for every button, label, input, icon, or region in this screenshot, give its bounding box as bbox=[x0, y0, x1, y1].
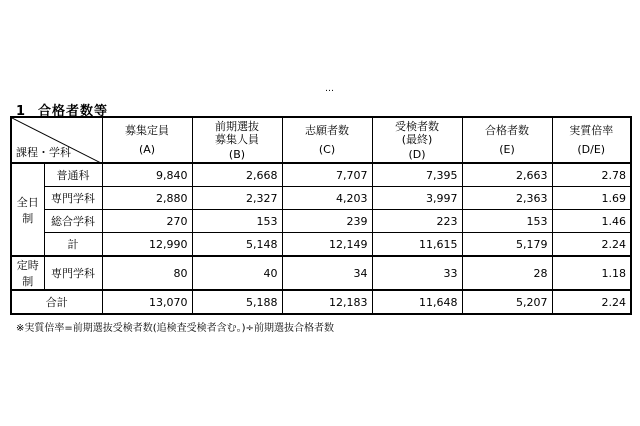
section-title: 合格者数等 bbox=[38, 104, 109, 119]
table-row bbox=[11, 210, 631, 233]
cell: 33 bbox=[372, 256, 462, 290]
total-label: 合計 bbox=[11, 290, 102, 314]
cell: 34 bbox=[282, 256, 372, 290]
page-mark: … bbox=[325, 84, 334, 94]
cell: 223 bbox=[372, 210, 462, 233]
table-row bbox=[11, 187, 631, 210]
row-label: 専門学科 bbox=[44, 256, 102, 290]
row-label: 計 bbox=[44, 233, 102, 257]
footnote: ※実質倍率=前期選抜受検者数(追検査受検者含む。)÷前期選抜合格者数 bbox=[16, 323, 334, 334]
header-row bbox=[11, 117, 631, 163]
cell: 5,207 bbox=[462, 290, 552, 314]
cell: 2.78 bbox=[552, 163, 631, 187]
group-label-full-time: 全日制 bbox=[11, 163, 44, 256]
cell: 7,707 bbox=[282, 163, 372, 187]
cell: 28 bbox=[462, 256, 552, 290]
admissions-table bbox=[10, 116, 632, 315]
cell: 2.24 bbox=[552, 233, 631, 257]
cell: 80 bbox=[102, 256, 192, 290]
row-label: 総合学科 bbox=[44, 210, 102, 233]
row-label: 普通科 bbox=[44, 163, 102, 187]
cell: 2,668 bbox=[192, 163, 282, 187]
cell: 12,149 bbox=[282, 233, 372, 257]
col-header-d: 受検者数 (最終) (D) bbox=[372, 117, 462, 163]
corner-cell bbox=[11, 117, 102, 163]
section-number: 1 bbox=[16, 104, 27, 119]
corner-label: 課程・学科 bbox=[16, 146, 71, 159]
col-header-ratio: 実質倍率 (D/E) bbox=[552, 117, 631, 163]
cell: 12,183 bbox=[282, 290, 372, 314]
total-row bbox=[11, 290, 631, 314]
cell: 13,070 bbox=[102, 290, 192, 314]
cell: 3,997 bbox=[372, 187, 462, 210]
cell: 2,327 bbox=[192, 187, 282, 210]
table-row bbox=[11, 163, 631, 187]
cell: 2.24 bbox=[552, 290, 631, 314]
subtotal-row bbox=[11, 233, 631, 257]
cell: 40 bbox=[192, 256, 282, 290]
cell: 11,648 bbox=[372, 290, 462, 314]
col-header-b: 前期選抜 募集人員 (B) bbox=[192, 117, 282, 163]
cell: 2,663 bbox=[462, 163, 552, 187]
cell: 5,179 bbox=[462, 233, 552, 257]
table-row bbox=[11, 256, 631, 290]
col-header-c: 志願者数 (C) bbox=[282, 117, 372, 163]
cell: 1.18 bbox=[552, 256, 631, 290]
cell: 239 bbox=[282, 210, 372, 233]
cell: 4,203 bbox=[282, 187, 372, 210]
cell: 7,395 bbox=[372, 163, 462, 187]
cell: 5,188 bbox=[192, 290, 282, 314]
cell: 2,363 bbox=[462, 187, 552, 210]
cell: 9,840 bbox=[102, 163, 192, 187]
group-label-part-time: 定時制 bbox=[11, 256, 44, 290]
cell: 5,148 bbox=[192, 233, 282, 257]
col-header-a: 募集定員 (A) bbox=[102, 117, 192, 163]
cell: 1.69 bbox=[552, 187, 631, 210]
cell: 153 bbox=[192, 210, 282, 233]
cell: 12,990 bbox=[102, 233, 192, 257]
cell: 270 bbox=[102, 210, 192, 233]
cell: 2,880 bbox=[102, 187, 192, 210]
cell: 1.46 bbox=[552, 210, 631, 233]
col-header-e: 合格者数 (E) bbox=[462, 117, 552, 163]
row-label: 専門学科 bbox=[44, 187, 102, 210]
cell: 11,615 bbox=[372, 233, 462, 257]
cell: 153 bbox=[462, 210, 552, 233]
